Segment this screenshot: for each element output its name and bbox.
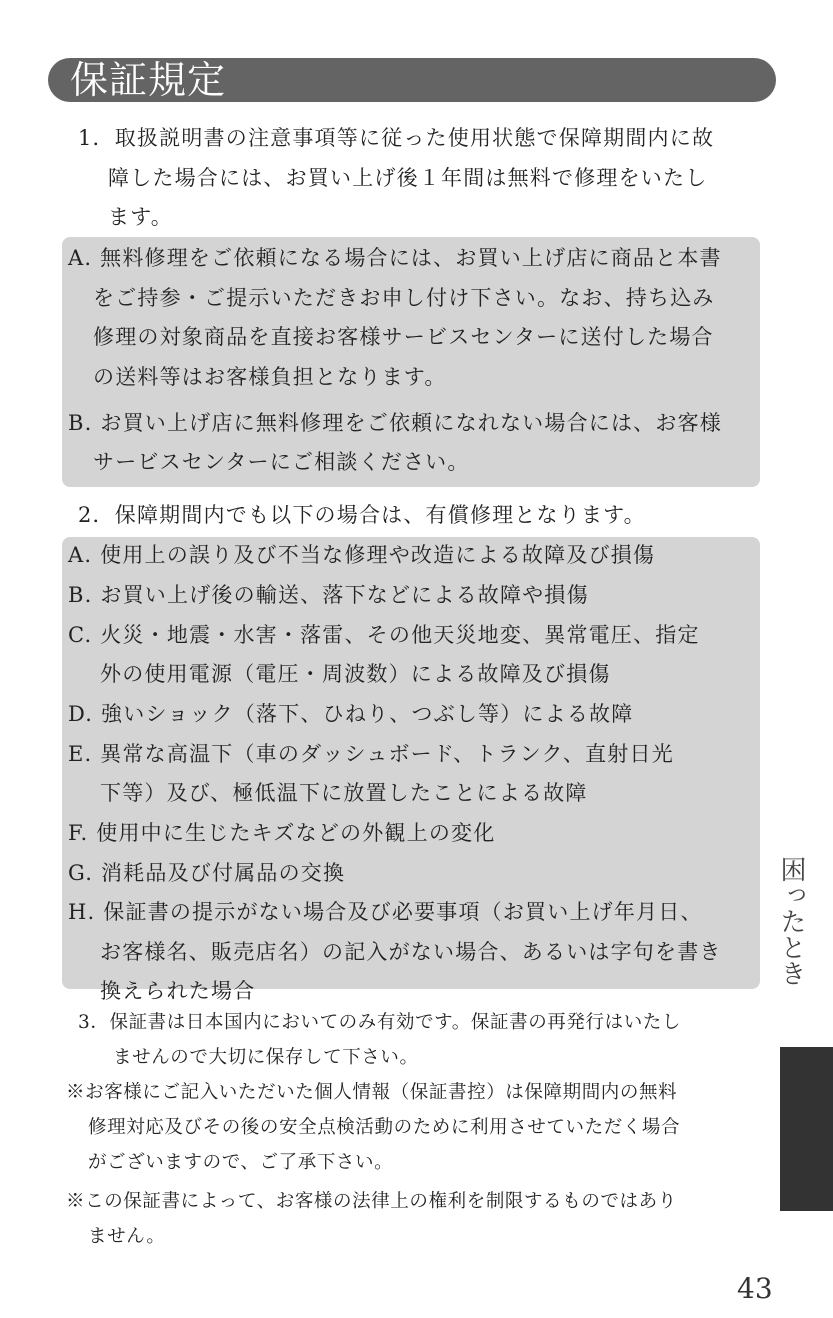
box2-c-line2: 外の使用電源（電圧・周波数）による故障及び損傷: [100, 662, 611, 686]
note1-line2: 修理対応及びその後の安全点検活動のために利用させていただく場合: [88, 1117, 681, 1138]
box1-a-line4: の送料等はお客様負担となります。: [93, 365, 447, 389]
section1-line2: 障した場合には、お買い上げ後１年間は無料で修理をいたし: [108, 166, 708, 190]
section1-line1: 1．取扱説明書の注意事項等に従った使用状態で保障期間内に故: [78, 126, 715, 150]
chapter-tab-label: 困ったとき: [776, 856, 806, 986]
section2-heading: 2．保障期間内でも以下の場合は、有償修理となります。: [78, 503, 646, 527]
box1-b-line2: サービスセンターにご相談ください。: [93, 450, 470, 474]
note1-line3: がございますので、ご了承下さい。: [88, 1152, 394, 1173]
box2-g: G. 消耗品及び付属品の交換: [68, 861, 346, 885]
section1-line3: ます。: [108, 205, 173, 229]
note2-line2: ません。: [88, 1226, 166, 1247]
box1-a-line2: をご持参・ご提示いただきお申し付け下さい。なお、持ち込み: [93, 286, 715, 310]
box2-c-line1: C. 火災・地震・水害・落雷、その他天災地変、異常電圧、指定: [68, 623, 700, 647]
chapter-tab-marker: [780, 1047, 833, 1211]
page-title: 保証規定: [70, 58, 227, 102]
section3-line2: ませんので大切に保存して下さい。: [113, 1047, 419, 1068]
box2-h-line2: お客様名、販売店名）の記入がない場合、あるいは字句を書き: [100, 940, 722, 964]
box2-h-line1: H. 保証書の提示がない場合及び必要事項（お買い上げ年月日、: [68, 900, 703, 924]
note1-line1: ※お客様にご記入いただいた個人情報（保証書控）は保障期間内の無料: [66, 1082, 678, 1103]
box2-f: F. 使用中に生じたキズなどの外観上の変化: [68, 821, 496, 845]
page-number: 43: [737, 1272, 773, 1305]
box2-b: B. お買い上げ後の輸送、落下などによる故障や損傷: [68, 583, 589, 607]
box2-a: A. 使用上の誤り及び不当な修理や改造による故障及び損傷: [68, 543, 656, 567]
title-bar: [48, 58, 776, 102]
box1-a-line3: 修理の対象商品を直接お客様サービスセンターに送付した場合: [93, 325, 714, 349]
box2-e-line1: E. 異常な高温下（車のダッシュボード、トランク、直射日光: [68, 742, 674, 766]
box2-e-line2: 下等）及び、極低温下に放置したことによる故障: [100, 781, 588, 805]
box2-h-line3: 換えられた場合: [100, 979, 256, 1003]
box1-a-line1: A. 無料修理をご依頼になる場合には、お買い上げ店に商品と本書: [68, 246, 722, 270]
note2-line1: ※この保証書によって、お客様の法律上の権利を制限するものではあり: [66, 1191, 677, 1212]
box2-d: D. 強いショック（落下、ひねり、つぶし等）による故障: [68, 702, 634, 726]
section3-line1: 3．保証書は日本国内においてのみ有効です。保証書の再発行はいたし: [78, 1012, 681, 1033]
box1-b-line1: B. お買い上げ店に無料修理をご依頼になれない場合には、お客様: [68, 411, 722, 435]
